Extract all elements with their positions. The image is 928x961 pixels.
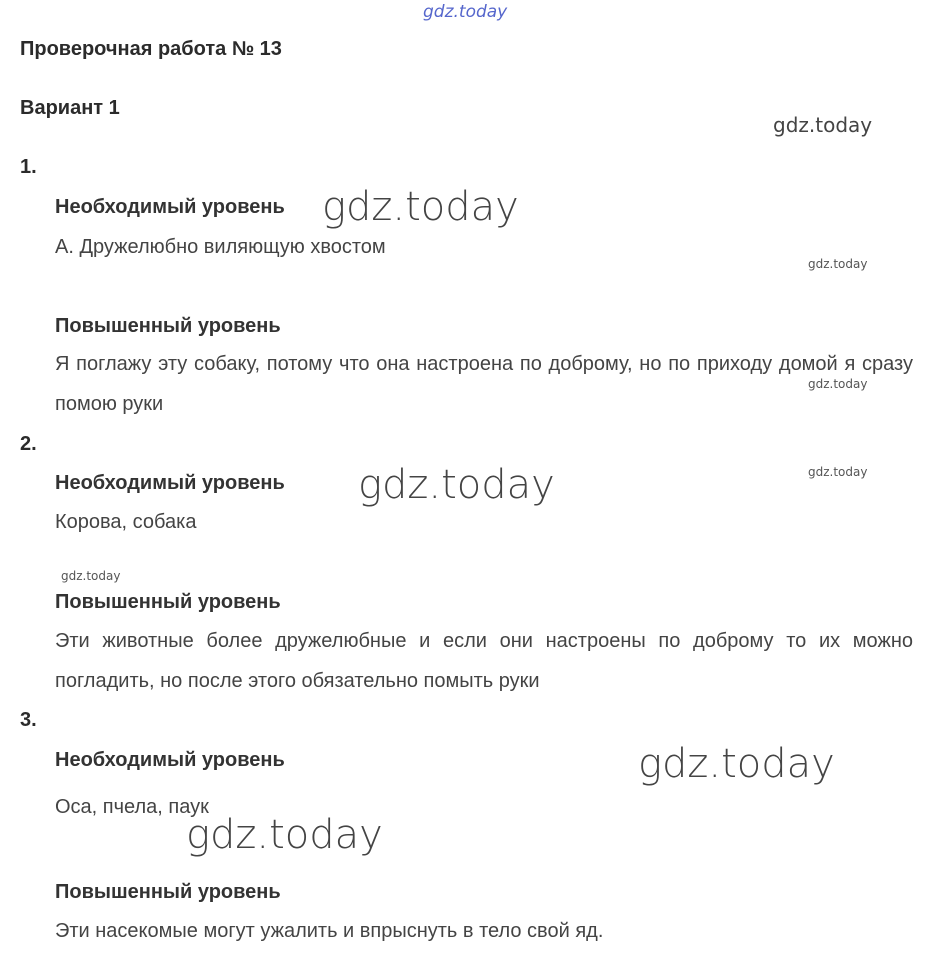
basic-level-label: Необходимый уровень <box>55 749 285 771</box>
watermark: gdz.today <box>808 377 868 391</box>
question-number: 2. <box>20 433 37 455</box>
question-number: 1. <box>20 156 37 178</box>
advanced-level-label: Повышенный уровень <box>55 881 281 903</box>
variant-title: Вариант 1 <box>20 97 120 119</box>
advanced-level-answer: Я поглажу эту собаку, потому что она настроена по доброму, но по приходу домой я сразу помою руки <box>55 353 913 415</box>
basic-level-answer: А. Дружелюбно виляющую хвостом <box>55 236 386 258</box>
advanced-level-answer: Эти животные более дружелюбные и если они настроены по доброму то их можно погладить, но после этого обязательно помыть руки <box>55 630 913 692</box>
watermark: gdz.today <box>61 569 121 583</box>
watermark: gdz.today <box>423 2 508 22</box>
basic-level-answer: Корова, собака <box>55 511 197 533</box>
basic-level-label: Необходимый уровень <box>55 196 285 218</box>
advanced-level-answer: Эти насекомые могут ужалить и впрыснуть в тело свой яд. <box>55 920 604 942</box>
watermark: gdz.today <box>358 462 555 508</box>
watermark: gdz.today <box>808 465 868 479</box>
advanced-level-label: Повышенный уровень <box>55 315 281 337</box>
watermark: gdz.today <box>808 257 868 271</box>
question-number: 3. <box>20 709 37 731</box>
page-title: Проверочная работа № 13 <box>20 38 282 60</box>
basic-level-label: Необходимый уровень <box>55 472 285 494</box>
watermark: gdz.today <box>186 812 383 858</box>
watermark: gdz.today <box>322 184 519 230</box>
watermark: gdz.today <box>773 113 873 137</box>
advanced-level-label: Повышенный уровень <box>55 591 281 613</box>
basic-level-answer: Оса, пчела, паук <box>55 796 209 818</box>
watermark: gdz.today <box>638 741 835 787</box>
